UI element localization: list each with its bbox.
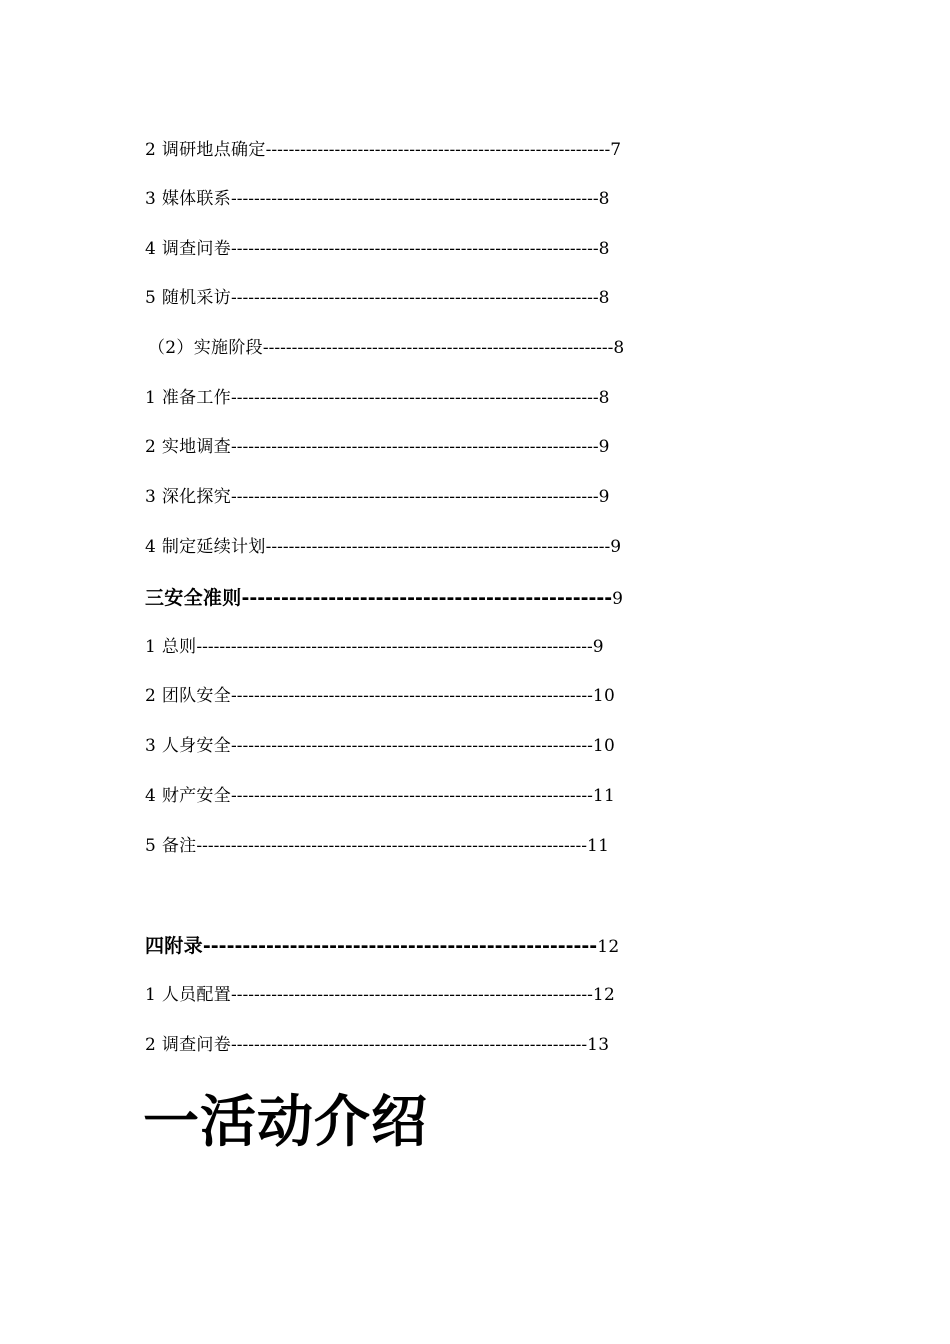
toc-entry[interactable] — [145, 537, 621, 557]
toc-leader-dots: ---------------------------------------------------------------- — [231, 288, 599, 308]
toc-entry-label: 2 调研地点确定 — [145, 140, 266, 160]
toc-leader-dots: -------------------------------------------------------------------- — [196, 836, 588, 856]
toc-entry-label: 四附录 — [145, 935, 203, 957]
toc-page-number: 8 — [613, 338, 625, 358]
toc-page-number: 8 — [598, 288, 610, 308]
toc-page-number: 9 — [598, 437, 610, 457]
toc-leader-dots: --------------------------------------------------------------- — [231, 686, 593, 706]
toc-leader-dots: ------------------------------------------------------------ — [265, 537, 611, 557]
toc-entry-label: 2 调查问卷 — [145, 1035, 232, 1055]
toc-leader-dots: --------------------------------------------------------------------- — [196, 637, 593, 657]
toc-entry-label: 3 深化探究 — [145, 487, 232, 507]
toc-page-number: 8 — [598, 388, 610, 408]
toc-entry-label: 5 备注 — [145, 836, 197, 856]
toc-page-number: 8 — [598, 239, 610, 259]
toc-entry-label: 1 人员配置 — [145, 985, 232, 1005]
toc-leader-dots: ------------------------------------------------------------ — [265, 140, 611, 160]
toc-leader-dots: --------------------------------------------------------------- — [231, 786, 593, 806]
toc-leader-dots: -------------------------------------------------------------- — [231, 1035, 588, 1055]
toc-page-number: 13 — [587, 1035, 610, 1055]
toc-entry-label: 1 准备工作 — [145, 388, 232, 408]
toc-chapter-entry[interactable] — [145, 586, 623, 611]
toc-leader-dots: ---------------------------------------------------------------- — [231, 388, 599, 408]
toc-entry-label: 3 媒体联系 — [145, 189, 232, 209]
toc-entry[interactable] — [145, 288, 610, 308]
toc-entry-label: 3 人身安全 — [145, 736, 232, 756]
toc-leader-dots: ---------------------------------------------------------------- — [231, 239, 599, 259]
toc-page-number: 12 — [597, 937, 620, 957]
toc-page-number: 9 — [598, 487, 610, 507]
toc-leader-dots: ---------------------------------------------------------------- — [231, 437, 599, 457]
toc-entry-label: 三安全准则 — [145, 587, 242, 609]
toc-entry[interactable] — [145, 189, 610, 209]
toc-leader-dots: ---------------------------------------------------------------- — [231, 487, 599, 507]
toc-entry[interactable] — [145, 786, 615, 806]
toc-entry[interactable] — [145, 239, 610, 259]
toc-leader-dots: ----------------------------------------------- — [241, 587, 613, 609]
toc-page-number: 8 — [598, 189, 610, 209]
toc-entry-label: （2）实施阶段 — [148, 338, 263, 358]
toc-entry-label: 4 财产安全 — [145, 786, 232, 806]
section-heading: 一活动介绍 — [143, 1090, 428, 1155]
toc-entry[interactable] — [148, 338, 624, 358]
toc-page-number: 9 — [610, 537, 622, 557]
toc-leader-dots: ------------------------------------------------------------- — [262, 338, 614, 358]
toc-page-number: 12 — [592, 985, 616, 1005]
toc-entry[interactable] — [145, 836, 609, 856]
toc-entry[interactable] — [145, 686, 615, 706]
toc-entry[interactable] — [145, 1035, 609, 1055]
toc-page-number: 9 — [612, 589, 624, 609]
toc-entry-label: 2 实地调查 — [145, 437, 232, 457]
toc-entry[interactable] — [145, 985, 615, 1005]
toc-leader-dots: ---------------------------------------------------------------- — [231, 189, 599, 209]
toc-page-number: 11 — [587, 836, 610, 856]
toc-entry-label: 4 调查问卷 — [145, 239, 232, 259]
toc-entry[interactable] — [145, 736, 615, 756]
toc-entry[interactable] — [145, 140, 621, 160]
toc-leader-dots: -------------------------------------------------- — [202, 935, 598, 957]
toc-entry-label: 2 团队安全 — [145, 686, 232, 706]
toc-entry-label: 4 制定延续计划 — [145, 537, 266, 557]
toc-entry[interactable] — [145, 437, 610, 457]
toc-page-number: 10 — [592, 686, 616, 706]
toc-page-number: 9 — [592, 637, 604, 657]
toc-page-number: 11 — [592, 786, 616, 806]
toc-entry[interactable] — [145, 637, 604, 657]
toc-entry[interactable] — [145, 487, 610, 507]
toc-entry[interactable] — [145, 388, 610, 408]
toc-chapter-entry[interactable] — [145, 934, 619, 959]
toc-page-number: 7 — [610, 140, 622, 160]
toc-entry-label: 1 总则 — [145, 637, 197, 657]
toc-entry-label: 5 随机采访 — [145, 288, 232, 308]
toc-leader-dots: --------------------------------------------------------------- — [231, 985, 593, 1005]
toc-page-number: 10 — [592, 736, 616, 756]
toc-leader-dots: --------------------------------------------------------------- — [231, 736, 593, 756]
